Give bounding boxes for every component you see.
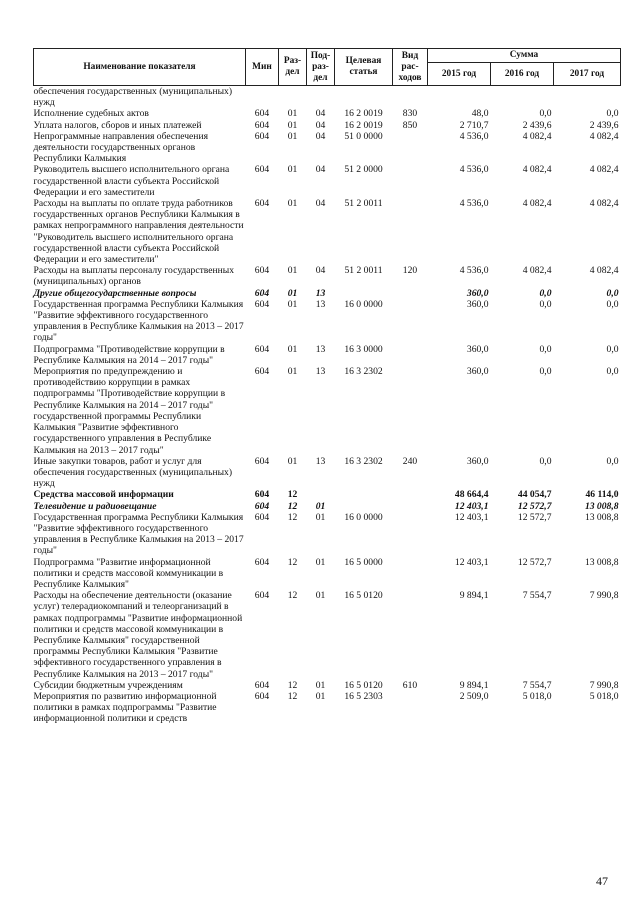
table-row — [34, 501, 621, 512]
cell-razdel: 01 — [287, 298, 298, 310]
cell-podrazdel: 13 — [315, 343, 326, 355]
cell-sum-2017: 5 018,0 — [589, 690, 619, 702]
table-row — [34, 299, 621, 344]
cell-target: 51 2 0011 — [344, 265, 383, 277]
cell-podrazdel: 01 — [315, 511, 326, 523]
table-row — [34, 512, 621, 557]
cell-vid — [393, 590, 428, 680]
cell-vid — [393, 344, 428, 366]
cell-podrazdel: 13 — [315, 298, 326, 310]
cell-name: Подпрограмма "Развитие информационной политики и средств массовой коммуникации в Республике Калмыкия" — [33, 556, 224, 590]
cell-podrazdel: 04 — [315, 164, 326, 176]
cell-sum-2017: 0,0 — [606, 287, 619, 299]
cell-min: 604 — [254, 500, 270, 512]
cell-razdel: 12 — [287, 590, 298, 602]
cell-podrazdel: 04 — [315, 198, 326, 210]
cell-razdel: 01 — [287, 343, 298, 355]
cell-sum-2017: 13 008,8 — [584, 511, 619, 523]
cell-sum-2015: 360,0 — [466, 287, 489, 299]
cell-vid: 120 — [402, 265, 418, 277]
cell-sum-2016: 4 082,4 — [522, 130, 552, 142]
cell-razdel: 12 — [287, 489, 298, 501]
cell-razdel: 12 — [287, 679, 298, 691]
cell-sum-2016: 0,0 — [539, 287, 552, 299]
cell-razdel: 12 — [287, 690, 298, 702]
cell-sum-2016: 0,0 — [539, 366, 552, 378]
cell-name: Исполнение судебных актов — [33, 108, 149, 120]
cell-min: 604 — [254, 679, 270, 691]
cell-name: Уплата налогов, сборов и иных платежей — [33, 119, 202, 131]
cell-min: 604 — [254, 366, 270, 378]
cell-name: Расходы на выплаты по оплате труда работников государственных органов Республики Калмыкия в рамках непрограммного направления деятельности "Руководитель высшего исполнительного органа государственной власти субъекта Российской Федерации и его заместители" — [33, 198, 244, 266]
cell-vid: 610 — [402, 679, 418, 691]
cell-target: 16 3 2302 — [344, 366, 383, 378]
cell-sum-2017: 2 439,6 — [589, 119, 619, 131]
page-number: 47 — [596, 874, 608, 888]
cell-target: 16 0 0000 — [344, 298, 383, 310]
cell-sum-2016: 0,0 — [539, 343, 552, 355]
cell-min: 604 — [254, 298, 270, 310]
cell-min: 604 — [254, 690, 270, 702]
cell-razdel: 12 — [287, 556, 298, 568]
cell-sum-2015: 48 664,4 — [454, 489, 489, 501]
cell-podrazdel — [307, 86, 335, 109]
cell-sum-2016: 0,0 — [539, 298, 552, 310]
cell-target: 16 5 0000 — [344, 556, 383, 568]
table-row — [34, 164, 621, 198]
cell-name: Государственная программа Республики Калмыкия "Развитие эффективного государственного управления в Республике Калмыкия на 2013 – 2017 годы" — [33, 511, 244, 557]
table-row — [34, 198, 621, 265]
cell-razdel: 01 — [287, 366, 298, 378]
cell-sum-2017: 46 114,0 — [585, 489, 619, 501]
cell-min: 604 — [254, 198, 270, 210]
cell-sum-2015: 12 403,1 — [454, 556, 489, 568]
header-min: Мин — [246, 49, 279, 86]
cell-min: 604 — [254, 489, 270, 501]
cell-sum-2015: 4 536,0 — [459, 198, 489, 210]
budget-table — [33, 48, 621, 725]
cell-podrazdel: 04 — [315, 130, 326, 142]
cell-name: Средства массовой информации — [33, 489, 174, 501]
cell-min: 604 — [254, 343, 270, 355]
cell-sum-2015: 4 536,0 — [459, 164, 489, 176]
cell-sum-2016: 12 572,7 — [517, 511, 552, 523]
table-row — [34, 131, 621, 165]
cell-podrazdel: 01 — [315, 500, 326, 512]
cell-vid — [393, 131, 428, 165]
cell-sum-2015: 360,0 — [466, 366, 489, 378]
cell-podrazdel — [307, 489, 335, 500]
cell-sum-2016: 4 082,4 — [522, 198, 552, 210]
header-razdel: Раз- дел — [279, 49, 307, 86]
cell-target: 16 5 0120 — [344, 679, 383, 691]
cell-min: 604 — [254, 119, 270, 131]
table-header — [34, 49, 621, 86]
cell-sum-2017: 0,0 — [606, 366, 619, 378]
cell-sum-2017: 7 990,8 — [589, 679, 619, 691]
cell-target: 16 3 2302 — [344, 455, 383, 467]
cell-podrazdel: 13 — [315, 287, 326, 299]
cell-name: Мероприятия по предупреждению и противодействию коррупции в рамках подпрограммы "Противодействие коррупции в Республике Калмыкия на 2014 – 2017 годы" государственной программы Республики Калмыкия "Развитие эффективного государственного управления в Республике Калмыкия на 2013 – 2017 годы" — [33, 366, 226, 456]
cell-sum-2017: 4 082,4 — [589, 164, 619, 176]
cell-sum-2015: 4 536,0 — [459, 130, 489, 142]
cell-razdel: 01 — [287, 119, 298, 131]
cell-min: 604 — [254, 130, 270, 142]
cell-name: Мероприятия по развитию информационной политики в рамках подпрограммы "Развитие информационной политики и средств — [33, 690, 217, 725]
cell-sum-2016: 7 554,7 — [522, 590, 552, 602]
cell-podrazdel: 01 — [315, 556, 326, 568]
cell-sum-2015: 12 403,1 — [454, 500, 489, 512]
cell-sum-2017: 13 008,8 — [584, 500, 619, 512]
cell-vid — [393, 557, 428, 591]
cell-target — [335, 501, 393, 512]
cell-sum-2016: 5 018,0 — [522, 690, 552, 702]
cell-target: 16 2 0019 — [344, 108, 383, 120]
table-row — [34, 691, 621, 725]
cell-vid — [393, 198, 428, 265]
cell-name: Телевидение и радиовещание — [33, 500, 157, 512]
table-body — [34, 86, 621, 725]
header-2016: 2016 год — [491, 63, 554, 86]
cell-vid — [393, 288, 428, 299]
cell-sum-2017: 0,0 — [606, 343, 619, 355]
table-row — [34, 366, 621, 456]
cell-name: Руководитель высшего исполнительного органа государственной власти субъекта Российской Федерации и его заместители — [33, 164, 230, 198]
header-target: Целевая статья — [335, 49, 393, 86]
table-row — [34, 108, 621, 119]
cell-vid: 240 — [402, 455, 418, 467]
cell-podrazdel: 13 — [315, 366, 326, 378]
header-2017: 2017 год — [554, 63, 621, 86]
cell-target — [335, 489, 393, 500]
cell-sum-2017: 0,0 — [606, 455, 619, 467]
cell-sum-2016: 4 082,4 — [522, 265, 552, 277]
cell-target: 51 2 0011 — [344, 198, 383, 210]
cell-name: Иные закупки товаров, работ и услуг для обеспечения государственных (муниципальных) нужд — [33, 455, 233, 490]
cell-razdel: 01 — [287, 108, 298, 120]
cell-target: 51 0 0000 — [344, 130, 383, 142]
cell-razdel: 12 — [287, 511, 298, 523]
cell-target: 16 0 0000 — [344, 511, 383, 523]
cell-sum-2015: 360,0 — [466, 343, 489, 355]
cell-vid — [393, 86, 428, 109]
table-row — [34, 557, 621, 591]
cell-vid — [393, 691, 428, 725]
cell-podrazdel: 01 — [315, 690, 326, 702]
table-row — [34, 86, 621, 109]
cell-min: 604 — [254, 511, 270, 523]
cell-name: Расходы на выплаты персоналу государственных (муниципальных) органов — [33, 265, 235, 288]
table-row — [34, 120, 621, 131]
cell-podrazdel: 01 — [315, 679, 326, 691]
cell-sum-2017: 4 082,4 — [589, 130, 619, 142]
cell-sum-2017: 4 082,4 — [589, 198, 619, 210]
cell-name: Другие общегосударственные вопросы — [33, 287, 197, 299]
cell-razdel: 01 — [287, 265, 298, 277]
cell-sum-2016: 0,0 — [539, 455, 552, 467]
table-row — [34, 456, 621, 490]
table-row — [34, 680, 621, 691]
cell-podrazdel: 01 — [315, 590, 326, 602]
cell-razdel: 01 — [287, 287, 298, 299]
cell-vid — [393, 366, 428, 456]
cell-vid — [393, 512, 428, 557]
cell-sum-2015: 12 403,1 — [454, 511, 489, 523]
cell-name: обеспечения государственных (муниципальных) нужд — [33, 86, 233, 109]
cell-razdel: 01 — [287, 198, 298, 210]
header-podrazdel: Под- раз- дел — [307, 49, 335, 86]
cell-sum-2017: 4 082,4 — [589, 265, 619, 277]
cell-razdel — [279, 86, 307, 109]
cell-vid — [393, 299, 428, 344]
cell-sum-2015: 2 710,7 — [459, 119, 489, 131]
header-vid: Вид рас- ходов — [393, 49, 428, 86]
cell-sum-2016: 12 572,7 — [517, 500, 552, 512]
cell-sum-2016 — [491, 86, 554, 109]
cell-min: 604 — [254, 265, 270, 277]
cell-min: 604 — [254, 164, 270, 176]
cell-sum-2015: 9 894,1 — [459, 590, 489, 602]
cell-sum-2017 — [554, 86, 621, 109]
cell-target — [335, 86, 393, 109]
cell-podrazdel: 04 — [315, 108, 326, 120]
cell-razdel: 12 — [287, 500, 298, 512]
cell-podrazdel: 13 — [315, 455, 326, 467]
cell-sum-2017: 7 990,8 — [589, 590, 619, 602]
cell-podrazdel: 04 — [315, 119, 326, 131]
table-row — [34, 489, 621, 500]
cell-podrazdel: 04 — [315, 265, 326, 277]
cell-sum-2016: 4 082,4 — [522, 164, 552, 176]
cell-sum-2015: 360,0 — [466, 455, 489, 467]
cell-vid — [393, 501, 428, 512]
cell-vid: 830 — [402, 108, 418, 120]
cell-sum-2017: 0,0 — [606, 298, 619, 310]
cell-name: Государственная программа Республики Калмыкия "Развитие эффективного государственного управления в Республике Калмыкия на 2013 – 2017 годы" — [33, 298, 244, 344]
cell-sum-2015 — [428, 86, 491, 109]
cell-min: 604 — [254, 287, 270, 299]
cell-vid — [393, 489, 428, 500]
cell-sum-2015: 2 509,0 — [459, 690, 489, 702]
cell-name: Расходы на обеспечение деятельности (оказание услуг) телерадиокомпаний и телеорганизаций в рамках подпрограммы "Развитие информационной политики и средств массовой коммуникации в Республике Калмыкия" государственной программы Республики Калмыкия "Развитие эффективного государственного управления в Республике Калмыкия на 2013 – 2017 годы" — [33, 590, 243, 680]
cell-sum-2017: 13 008,8 — [584, 556, 619, 568]
table-row — [34, 288, 621, 299]
cell-min: 604 — [254, 556, 270, 568]
cell-sum-2016: 12 572,7 — [517, 556, 552, 568]
cell-target: 16 5 2303 — [344, 690, 383, 702]
cell-razdel: 01 — [287, 130, 298, 142]
cell-sum-2015: 360,0 — [466, 298, 489, 310]
table-row — [34, 590, 621, 680]
cell-sum-2016: 0,0 — [539, 108, 552, 120]
cell-name: Непрограммные направления обеспечения деятельности государственных органов Республики Калмыкия — [33, 130, 208, 165]
cell-sum-2016: 2 439,6 — [522, 119, 552, 131]
cell-sum-2016: 44 054,7 — [517, 489, 552, 501]
cell-min — [246, 86, 279, 109]
cell-sum-2015: 4 536,0 — [459, 265, 489, 277]
cell-sum-2016: 7 554,7 — [522, 679, 552, 691]
cell-target: 16 3 0000 — [344, 343, 383, 355]
table-row — [34, 344, 621, 366]
cell-target: 51 2 0000 — [344, 164, 383, 176]
cell-min: 604 — [254, 108, 270, 120]
header-name: Наименование показателя — [34, 49, 246, 86]
cell-name: Субсидии бюджетным учреждениям — [33, 679, 183, 691]
cell-min: 604 — [254, 455, 270, 467]
cell-sum-2017: 0,0 — [606, 108, 619, 120]
header-2015: 2015 год — [428, 63, 491, 86]
cell-vid: 850 — [402, 119, 418, 131]
cell-target: 16 5 0120 — [344, 590, 383, 602]
cell-target — [335, 288, 393, 299]
cell-target: 16 2 0019 — [344, 119, 383, 131]
cell-sum-2015: 48,0 — [471, 108, 489, 120]
cell-name: Подпрограмма "Противодействие коррупции в Республике Калмыкия на 2014 – 2017 годы" — [33, 343, 225, 366]
cell-min: 604 — [254, 590, 270, 602]
cell-sum-2015: 9 894,1 — [459, 679, 489, 691]
cell-vid — [393, 164, 428, 198]
cell-razdel: 01 — [287, 455, 298, 467]
cell-razdel: 01 — [287, 164, 298, 176]
header-sum: Сумма — [428, 49, 621, 63]
table-row — [34, 265, 621, 287]
